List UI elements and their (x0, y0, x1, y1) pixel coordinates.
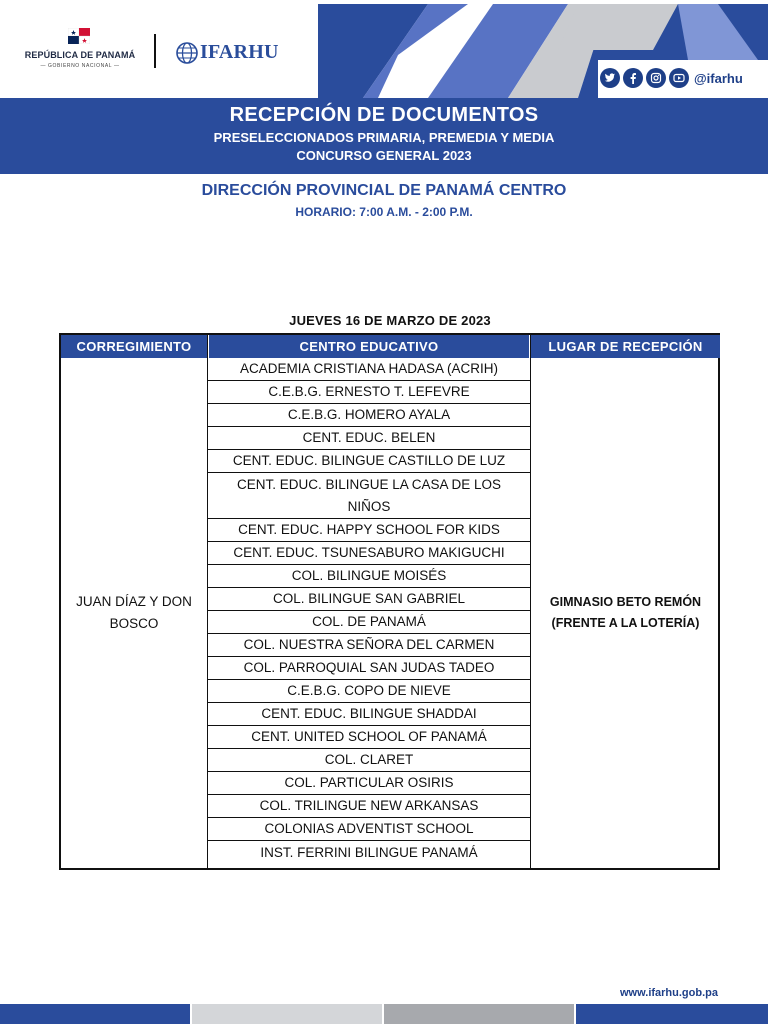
contest-name: CONCURSO GENERAL 2023 (296, 148, 472, 163)
reception-table (59, 333, 720, 870)
date-heading: JUEVES 16 DE MARZO DE 2023 (289, 313, 491, 328)
social-handle[interactable]: @ifarhu (694, 70, 743, 86)
gov-subtitle: — GOBIERNO NACIONAL — (40, 63, 120, 69)
website-link[interactable]: www.ifarhu.gob.pa (620, 987, 718, 999)
school-row: ACADEMIA CRISTIANA HADASA (ACRIH) (208, 358, 530, 381)
direction-heading: DIRECCIÓN PROVINCIAL DE PANAMÁ CENTRO (201, 182, 567, 199)
header-corregimiento: CORREGIMIENTO (61, 335, 207, 358)
title-band (0, 98, 768, 174)
twitter-icon[interactable] (600, 68, 620, 88)
school-row: CENT. EDUC. BILINGUE CASTILLO DE LUZ (208, 450, 530, 473)
page-title: RECEPCIÓN DE DOCUMENTOS (229, 104, 539, 126)
school-row: INST. FERRINI BILINGUE PANAMÁ (260, 844, 478, 860)
school-row: COLONIAS ADVENTIST SCHOOL (208, 818, 530, 841)
instagram-icon[interactable] (646, 68, 666, 88)
panama-flag-icon (68, 28, 90, 44)
school-row: COL. DE PANAMÁ (208, 611, 530, 634)
school-row: COL. BILINGUE SAN GABRIEL (208, 588, 530, 611)
ifarhu-wordmark: IFARHU (200, 41, 279, 63)
school-row: CENT. EDUC. HAPPY SCHOOL FOR KIDS (208, 519, 530, 542)
school-row: CENT. EDUC. BELEN (208, 427, 530, 450)
school-row: CENT. UNITED SCHOOL OF PANAMÁ (208, 726, 530, 749)
school-row: CENT. EDUC. TSUNESABURO MAKIGUCHI (208, 542, 530, 565)
school-row: C.E.B.G. COPO DE NIEVE (208, 680, 530, 703)
logo-separator (154, 34, 156, 68)
facebook-icon[interactable] (623, 68, 643, 88)
corregimiento-cell: JUAN DÍAZ Y DON BOSCO (76, 594, 192, 631)
lugar-cell: GIMNASIO BETO REMÓN (FRENTE A LA LOTERÍA) (549, 595, 702, 630)
schools-column (208, 358, 530, 864)
school-row: COL. BILINGUE MOISÉS (208, 565, 530, 588)
school-row: CENT. EDUC. BILINGUE SHADDAI (208, 703, 530, 726)
school-row: CENT. EDUC. BILINGUE LA CASA DE LOS NIÑOS (208, 473, 530, 519)
school-row: C.E.B.G. HOMERO AYALA (208, 404, 530, 427)
school-row: COL. CLARET (208, 749, 530, 772)
schedule: HORARIO: 7:00 A.M. - 2:00 P.M. (295, 205, 473, 219)
social-links (600, 66, 743, 90)
youtube-icon[interactable] (669, 68, 689, 88)
page-subtitle: PRESELECCIONADOS PRIMARIA, PREMEDIA Y MEDIA (213, 130, 555, 145)
gov-name: REPÚBLICA DE PANAMÁ (24, 50, 136, 60)
school-row: COL. PARTICULAR OSIRIS (208, 772, 530, 795)
globe-icon (175, 41, 199, 65)
header-centro-educativo: CENTRO EDUCATIVO (209, 335, 529, 358)
ifarhu-logo (175, 40, 287, 68)
school-row: C.E.B.G. ERNESTO T. LEFEVRE (208, 381, 530, 404)
header-lugar-recepcion: LUGAR DE RECEPCIÓN (531, 335, 720, 358)
footer-bar (0, 1004, 768, 1024)
school-row: COL. NUESTRA SEÑORA DEL CARMEN (208, 634, 530, 657)
school-row: COL. PARROQUIAL SAN JUDAS TADEO (208, 657, 530, 680)
gobierno-logo (22, 28, 138, 74)
school-row: COL. TRILINGUE NEW ARKANSAS (208, 795, 530, 818)
